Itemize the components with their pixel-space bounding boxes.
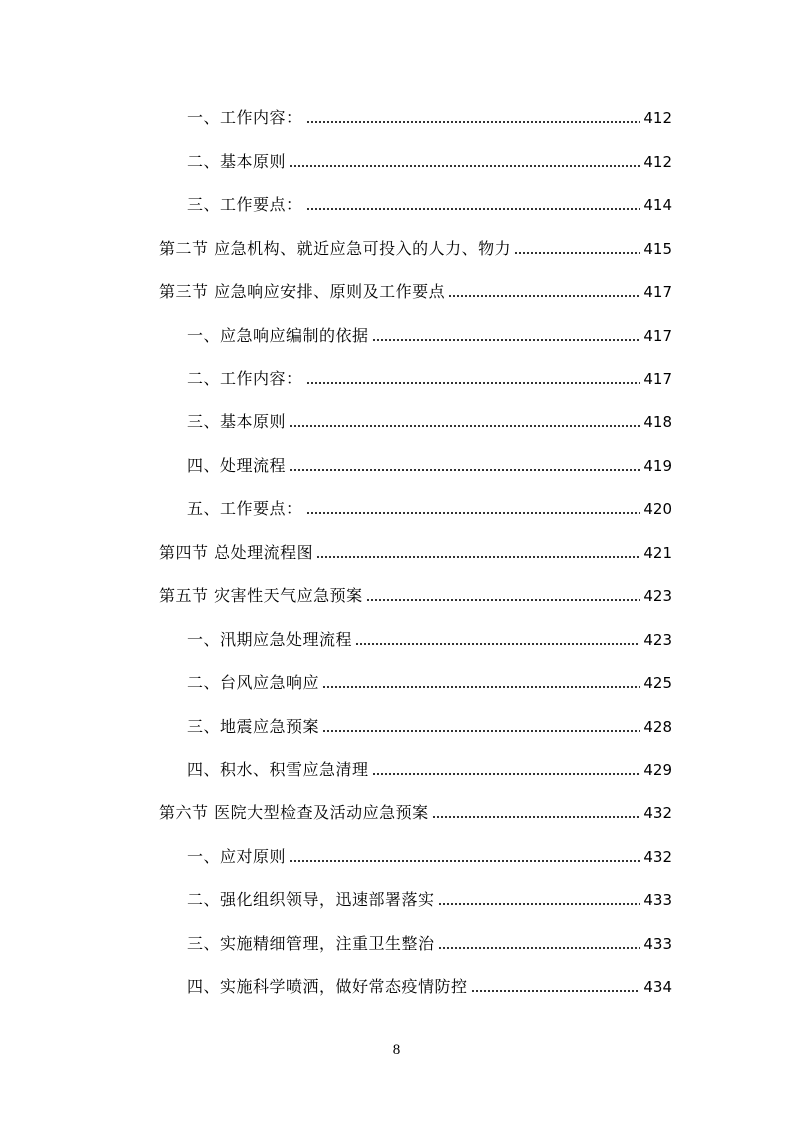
dot-leader [366,598,641,602]
dot-leader [514,251,640,255]
toc-entry-page: 423 [643,587,672,605]
dot-leader [306,381,641,385]
toc-entry-title: 五、工作要点： [187,499,303,518]
toc-entry-page: 432 [643,804,672,822]
toc-entry-title: 一、应对原则 [187,847,287,866]
toc-entry-title: 四、实施科学喷洒，做好常态疫情防控 [187,977,468,996]
dot-leader [322,729,640,733]
toc-entry[interactable] [187,758,672,782]
toc-entry-page: 412 [643,109,672,127]
toc-entry-title: 第四节 总处理流程图 [159,543,314,562]
toc-entry-page: 429 [643,761,672,779]
dot-leader [432,815,641,819]
toc-entry-title: 二、基本原则 [187,152,287,171]
toc-entry-page: 433 [643,891,672,909]
toc-entry[interactable] [187,497,672,521]
toc-entry[interactable] [159,801,672,825]
toc-entry-page: 434 [643,978,672,996]
toc-entry-title: 第五节 灾害性天气应急预案 [159,586,363,605]
toc-entry[interactable] [187,410,672,434]
toc-entry[interactable] [187,193,672,217]
toc-entry-page: 417 [643,370,672,388]
dot-leader [355,642,640,646]
dot-leader [306,511,641,515]
toc-entry[interactable] [159,541,672,565]
toc-entry-title: 四、处理流程 [187,456,287,475]
dot-leader [372,772,641,776]
dot-leader [438,946,641,950]
toc-entry-page: 433 [643,935,672,953]
dot-leader [316,555,640,559]
dot-leader [372,338,641,342]
toc-entry-title: 三、基本原则 [187,412,287,431]
toc-entry-title: 一、工作内容： [187,108,303,127]
toc-entry-page: 414 [643,196,672,214]
toc-entry[interactable] [187,888,672,912]
toc-entry[interactable] [187,454,672,478]
toc-entry[interactable] [159,237,672,261]
toc-entry-title: 第三节 应急响应安排、原则及工作要点 [159,282,446,301]
toc-entry-page: 415 [643,240,672,258]
toc-entry[interactable] [187,715,672,739]
dot-leader [289,424,640,428]
toc-entry-title: 一、汛期应急处理流程 [187,630,353,649]
toc-entry[interactable] [187,150,672,174]
toc-entry[interactable] [159,584,672,608]
dot-leader [306,120,641,124]
toc-entry-title: 三、实施精细管理，注重卫生整治 [187,934,435,953]
dot-leader [448,294,640,298]
toc-entry-page: 412 [643,153,672,171]
toc-entry[interactable] [187,324,672,348]
toc-entry-page: 421 [643,544,672,562]
toc-entry[interactable] [187,845,672,869]
page-number: 8 [392,1042,401,1058]
toc-entry[interactable] [187,367,672,391]
toc-entry-page: 419 [643,457,672,475]
toc-entry-title: 三、工作要点： [187,195,303,214]
toc-entry[interactable] [187,932,672,956]
dot-leader [289,164,640,168]
toc-entry-page: 417 [643,283,672,301]
toc-entry-page: 420 [643,500,672,518]
toc-entry-title: 一、应急响应编制的依据 [187,326,369,345]
toc-entry[interactable] [187,975,672,999]
toc-entry-page: 432 [643,848,672,866]
dot-leader [289,859,640,863]
toc-entry[interactable] [187,106,672,130]
toc-entry-title: 二、强化组织领导，迅速部署落实 [187,890,435,909]
dot-leader [471,989,641,993]
toc-entry[interactable] [159,280,672,304]
toc-entry-page: 428 [643,718,672,736]
toc-entry[interactable] [187,671,672,695]
toc-entry-title: 四、积水、积雪应急清理 [187,760,369,779]
dot-leader [306,207,641,211]
toc-entry-title: 三、地震应急预案 [187,717,320,736]
toc-entry-title: 第六节 医院大型检查及活动应急预案 [159,803,429,822]
toc-entry-page: 418 [643,413,672,431]
toc-entry-title: 第二节 应急机构、就近应急可投入的人力、物力 [159,239,512,258]
toc-entry-page: 425 [643,674,672,692]
dot-leader [322,685,640,689]
toc-entry-title: 二、工作内容： [187,369,303,388]
toc-entry-title: 二、台风应急响应 [187,673,320,692]
toc-entry-page: 423 [643,631,672,649]
dot-leader [289,468,640,472]
toc-entry-page: 417 [643,327,672,345]
dot-leader [438,902,641,906]
toc-entry[interactable] [187,628,672,652]
